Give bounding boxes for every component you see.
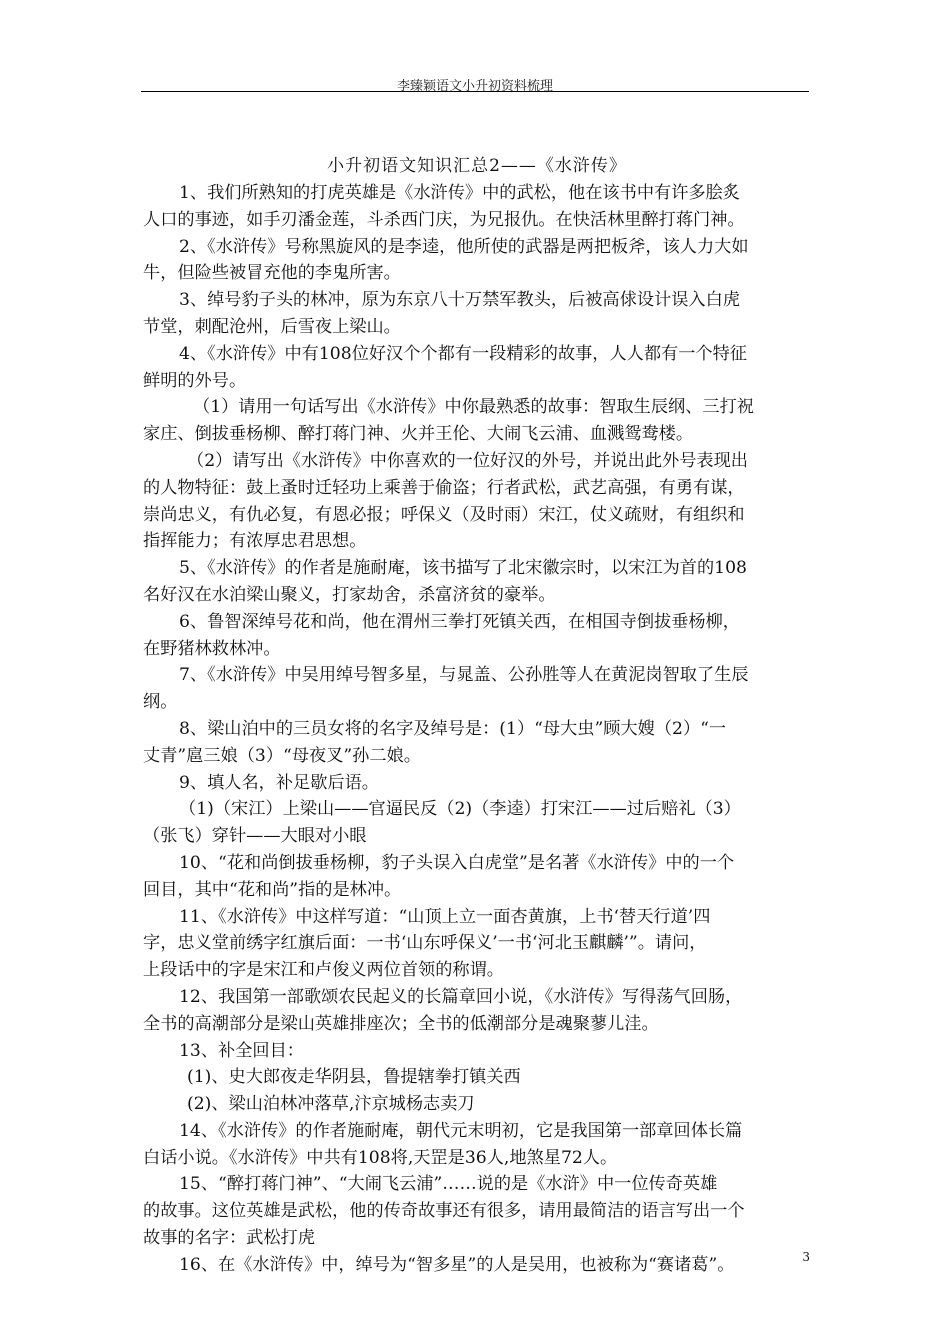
text-line: 全书的高潮部分是梁山英雄排座次；全书的低潮部分是魂聚蓼儿洼。 <box>143 1013 659 1034</box>
header-divider <box>141 91 809 92</box>
page-header: 李臻颖语文小升初资料梳理 <box>396 79 553 94</box>
text-line: 4、《水浒传》中有108位好汉个个都有一段精彩的故事，人人都有一个特征 <box>179 343 747 364</box>
text-line: 14、《水浒传》的作者施耐庵，朝代元末明初，它是我国第一部章回体长篇 <box>179 1120 743 1141</box>
text-line: 节堂，刺配沧州，后雪夜上梁山。 <box>143 316 401 337</box>
document-body <box>143 153 811 1279</box>
text-line: 10、“花和尚倒拔垂杨柳，豹子头误入白虎堂”是名著《水浒传》中的一个 <box>179 852 735 873</box>
text-line: 3、绰号豹子头的林冲，原为东京八十万禁军教头，后被高俅设计误入白虎 <box>179 290 740 311</box>
text-line: 崇尚忠义，有仇必复，有恩必报；呼保义（及时雨）宋江，仗义疏财，有组织和 <box>143 504 745 525</box>
text-line: 2、《水浒传》号称黑旋风的是李逵，他所使的武器是两把板斧，该人力大如 <box>179 236 749 257</box>
text-line: （1)（宋江）上梁山——官逼民反（2)（李逵）打宋江——过后赔礼（3） <box>179 799 741 820</box>
text-line: 故事的名字：武松打虎 <box>143 1228 315 1249</box>
text-line: 名好汉在水泊梁山聚义，打家劫舍，杀富济贫的豪举。 <box>143 584 556 605</box>
text-line: 6、鲁智深绰号花和尚，他在渭州三拳打死镇关西，在相国寺倒拔垂杨柳， <box>179 611 740 632</box>
text-line: 1、我们所熟知的打虎英雄是《水浒传》中的武松，他在该书中有许多脍炙 <box>179 183 740 203</box>
text-line: 13、补全回目： <box>179 1040 304 1061</box>
text-line: 人口的事迹，如手刃潘金莲，斗杀西门庆，为兄报仇。在快活林里醉打蒋门神。 <box>143 209 745 230</box>
text-line: 鲜明的外号。 <box>143 370 247 391</box>
text-line: 12、我国第一部歌颂农民起义的长篇章回小说，《水浒传》写得荡气回肠， <box>179 986 743 1007</box>
text-line: 丈青”扈三娘（3）“母夜叉”孙二娘。 <box>143 745 421 766</box>
text-line: 字，忠义堂前绣字红旗后面：一书‘山东呼保义’一书‘河北玉麒麟’”。请问， <box>143 933 707 954</box>
text-line: （张飞）穿针——大眼对小眼 <box>143 826 367 847</box>
text-line: 纲。 <box>143 692 178 713</box>
page-number: 3 <box>802 1250 810 1264</box>
paragraph-lines <box>143 180 811 1279</box>
text-line: 指挥能力；有浓厚忠君思想。 <box>143 531 367 552</box>
text-line: 15、“醉打蒋门神”、“大闹飞云浦”……说的是《水浒》中一位传奇英雄 <box>179 1174 718 1195</box>
text-line: （1）请用一句话写出《水浒传》中你最熟悉的故事：智取生辰纲、三打祝 <box>193 397 754 418</box>
text-line: （2）请写出《水浒传》中你喜欢的一位好汉的外号，并说出此外号表现出 <box>187 450 748 471</box>
text-line: 16、在《水浒传》中，绰号为“智多星”的人是吴用，也被称为“赛诸葛”。 <box>179 1254 735 1275</box>
text-line: 牛，但险些被冒充他的李鬼所害。 <box>143 263 401 284</box>
text-line: 7、《水浒传》中吴用绰号智多星，与晁盖、公孙胜等人在黄泥岗智取了生辰 <box>179 665 749 686</box>
text-line: 的人物特征：鼓上蚤时迁轻功上乘善于偷盗；行者武松，武艺高强，有勇有谋， <box>143 477 745 498</box>
text-line: 9、填人名，补足歇后语。 <box>179 772 379 793</box>
text-line: 8、梁山泊中的三员女将的名字及绰号是：(1）“母大虫”顾大嫂（2）“一 <box>179 718 727 739</box>
text-line: 家庄、倒拔垂杨柳、醉打蒋门神、火并王伦、大闹飞云浦、血溅鸳鸯楼。 <box>143 424 694 445</box>
document-title: 小升初语文知识汇总2——《水浒传》 <box>327 156 627 176</box>
text-line: (2)、梁山泊林冲落草,汴京城杨志卖刀 <box>187 1094 475 1115</box>
text-line: 回目，其中“花和尚”指的是林冲。 <box>143 879 402 900</box>
text-line: 白话小说。《水浒传》中共有108将,天罡是36人,地煞星72人。 <box>143 1147 618 1168</box>
text-line: 上段话中的字是宋江和卢俊义两位首领的称谓。 <box>143 960 504 981</box>
text-line: 5、《水浒传》的作者是施耐庵，该书描写了北宋徽宗时，以宋江为首的108 <box>179 558 747 579</box>
text-line: 在野猪林救林冲。 <box>143 638 281 659</box>
text-line: 11、《水浒传》中这样写道：“山顶上立一面杏黄旗，上书‘替天行道’四 <box>179 906 711 927</box>
text-line: (1)、史大郎夜走华阴县，鲁提辖拳打镇关西 <box>187 1067 521 1088</box>
text-line: 的故事。这位英雄是武松，他的传奇故事还有很多，请用最简洁的语言写出一个 <box>143 1201 745 1222</box>
